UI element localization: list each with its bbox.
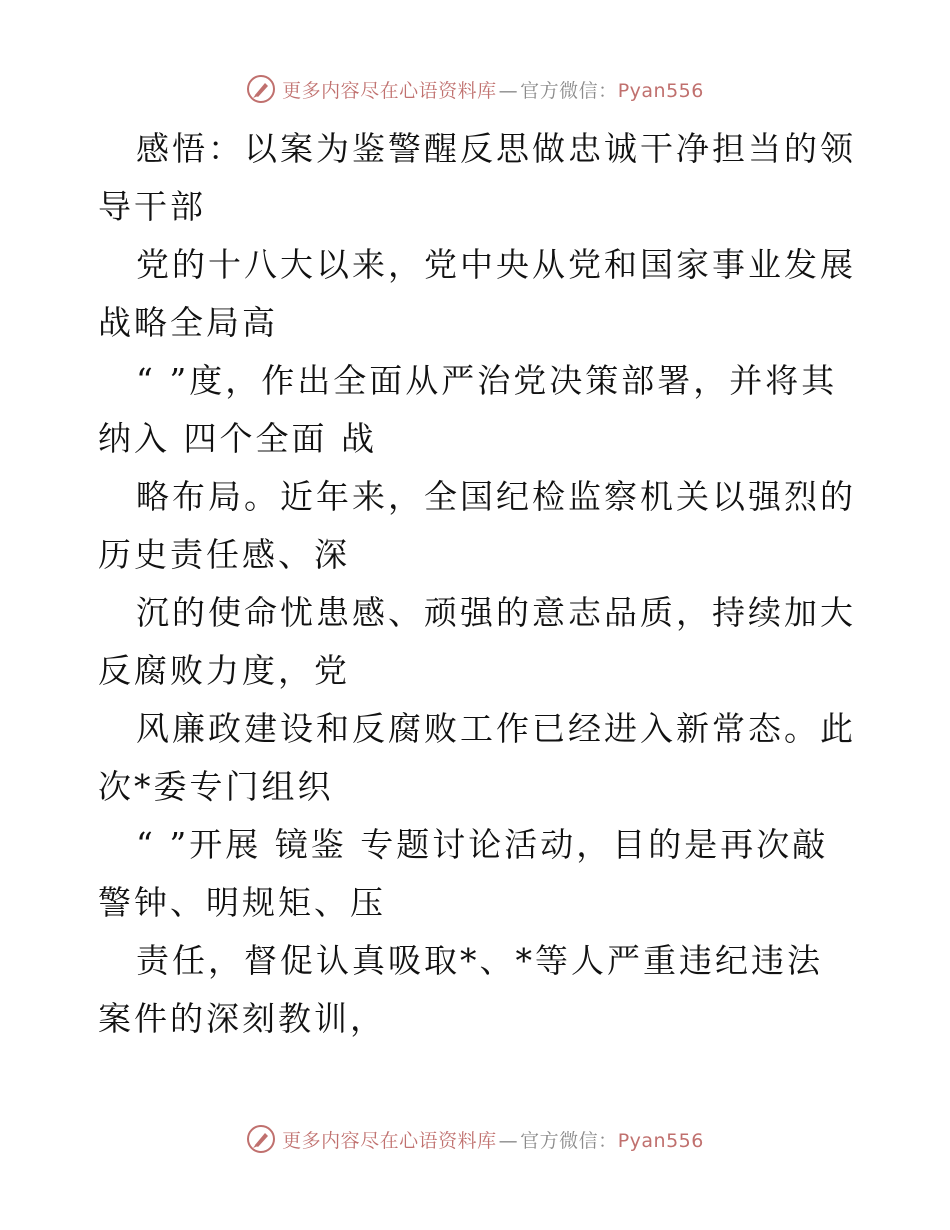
watermark-dash: —: [498, 1129, 519, 1152]
paragraph: “ ”度，作出全面从严治党决策部署，并将其纳入 四个全面 战: [98, 361, 838, 458]
pen-nib-logo-icon: [246, 74, 276, 104]
paragraph: “ ”开展 镜鉴 专题讨论活动，目的是再次敲警钟、明规矩、压: [98, 825, 829, 922]
paragraph: 党的十八大以来，党中央从党和国家事业发展战略全局高: [98, 245, 856, 342]
watermark-account: Pyan556: [617, 79, 704, 102]
watermark-account: Pyan556: [617, 1129, 704, 1152]
footer-watermark: [0, 1124, 950, 1154]
watermark-dash: —: [498, 79, 519, 102]
paragraph: 责任，督促认真吸取*、*等人严重违纪违法案件的深刻教训，: [98, 941, 823, 1038]
watermark-text: [282, 76, 704, 103]
pen-nib-logo-icon: [246, 1124, 276, 1154]
paragraph: 风廉政建设和反腐败工作已经进入新常态。此次*委专门组织: [98, 709, 856, 806]
watermark-label: 官方微信：: [520, 79, 618, 102]
header-watermark: [0, 74, 950, 104]
watermark-text: [282, 1126, 704, 1153]
document-body: [98, 120, 858, 1048]
paragraph: 略布局。近年来，全国纪检监察机关以强烈的历史责任感、深: [98, 477, 856, 574]
watermark-label: 官方微信：: [520, 1129, 618, 1152]
document-title: 感悟：以案为鉴警醒反思做忠诚干净担当的领导干部: [98, 129, 856, 226]
watermark-site: 更多内容尽在心语资料库: [282, 1129, 497, 1152]
paragraph: 沉的使命忧患感、顽强的意志品质，持续加大反腐败力度，党: [98, 593, 856, 690]
watermark-site: 更多内容尽在心语资料库: [282, 79, 497, 102]
